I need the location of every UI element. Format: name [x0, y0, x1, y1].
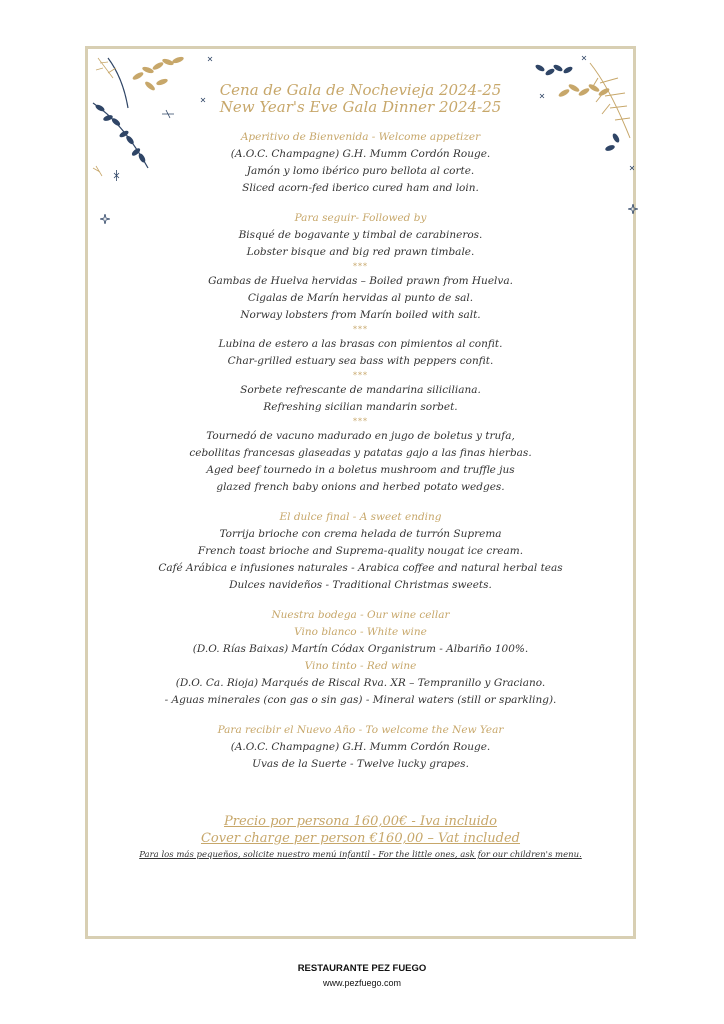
- menu-line: (D.O. Rías Baixas) Martín Códax Organistrum - Albariño 100%.: [192, 643, 529, 655]
- menu-line: glazed french baby onions and herbed potato wedges.: [216, 481, 505, 493]
- menu-title-en: New Year's Eve Gala Dinner 2024-25: [219, 98, 502, 116]
- menu-line: (D.O. Ca. Rioja) Marqués de Riscal Rva. XR – Tempranillo y Graciano.: [175, 677, 546, 689]
- section-heading: Nuestra bodega - Our wine cellar: [271, 609, 450, 621]
- menu-line: cebollitas francesas glaseadas y patatas gajo a las finas hierbas.: [189, 447, 532, 459]
- menu-line: (A.O.C. Champagne) G.H. Mumm Cordón Rouge.: [230, 148, 491, 160]
- menu-line: Torrija brioche con crema helada de turrón Suprema: [219, 528, 502, 540]
- menu-line: Sliced acorn-fed iberico cured ham and loin.: [242, 182, 479, 194]
- price-en: Cover charge per person €160,00 – Vat included: [200, 831, 521, 846]
- dulce-section: [88, 509, 633, 594]
- restaurant-name: RESTAURANTE PEZ FUEGO: [297, 963, 427, 974]
- section-heading: Para seguir- Followed by: [294, 212, 427, 224]
- menu-line: Cigalas de Marín hervidas al punto de sal.: [247, 292, 474, 304]
- menu-line: Bisqué de bogavante y timbal de carabineros.: [238, 229, 483, 241]
- menu-line: Sorbete refrescante de mandarina siliciliana.: [240, 384, 481, 396]
- menu-line: Lubina de estero a las brasas con pimientos al confit.: [218, 338, 503, 350]
- menu-line: Dulces navideños - Traditional Christmas sweets.: [229, 579, 492, 591]
- white-wine-heading: Vino blanco - White wine: [294, 626, 427, 638]
- menu-line: Gambas de Huelva hervidas – Boiled prawn from Huelva.: [208, 275, 513, 287]
- menu-line: Norway lobsters from Marín boiled with salt.: [240, 309, 481, 321]
- section-heading: El dulce final - A sweet ending: [279, 511, 442, 523]
- menu-line: Café Arábica e infusiones naturales - Arabica coffee and natural herbal teas: [158, 562, 563, 574]
- menu-title-es: Cena de Gala de Nochevieja 2024-25: [219, 81, 502, 99]
- red-wine-heading: Vino tinto - Red wine: [304, 660, 417, 672]
- bodega-section: [88, 607, 633, 709]
- menu-line: Uvas de la Suerte - Twelve lucky grapes.: [252, 758, 469, 770]
- restaurant-url[interactable]: www.pezfuego.com: [322, 978, 402, 988]
- section-heading: Para recibir el Nuevo Año - To welcome the New Year: [217, 724, 504, 736]
- menu-line: (A.O.C. Champagne) G.H. Mumm Cordón Rouge.: [230, 741, 491, 753]
- price-es: Precio por persona 160,00€ - Iva incluido: [224, 814, 497, 829]
- section-heading: Aperitivo de Bienvenida - Welcome appetizer: [240, 131, 481, 143]
- nuevo-ano-section: [88, 722, 633, 773]
- menu-line: French toast brioche and Suprema-quality nougat ice cream.: [197, 545, 524, 557]
- separator: ***: [353, 262, 368, 271]
- menu-line: - Aguas minerales (con gas o sin gas) - Mineral waters (still or sparkling).: [164, 694, 557, 706]
- menu-line: Char-grilled estuary sea bass with peppers confit.: [227, 355, 494, 367]
- menu-line: Aged beef tournedo in a boletus mushroom and truffle jus: [206, 464, 515, 476]
- menu-line: Jamón y lomo ibérico puro bellota al corte.: [246, 165, 475, 177]
- aperitivo-section: [88, 129, 633, 197]
- menu-line: Refreshing sicilian mandarin sorbet.: [263, 401, 458, 413]
- menu-content: [88, 82, 633, 861]
- menu-line: Tournedó de vacuno madurado en jugo de boletus y trufa,: [206, 430, 515, 442]
- seguir-section: [88, 210, 633, 496]
- separator: ***: [353, 417, 368, 426]
- separator: ***: [353, 325, 368, 334]
- menu-line: Lobster bisque and big red prawn timbale.: [246, 246, 475, 258]
- separator: ***: [353, 371, 368, 380]
- kids-menu-note: Para los más pequeños, solicite nuestro menú infantil - For the little ones, ask for our children's menu.: [139, 850, 582, 860]
